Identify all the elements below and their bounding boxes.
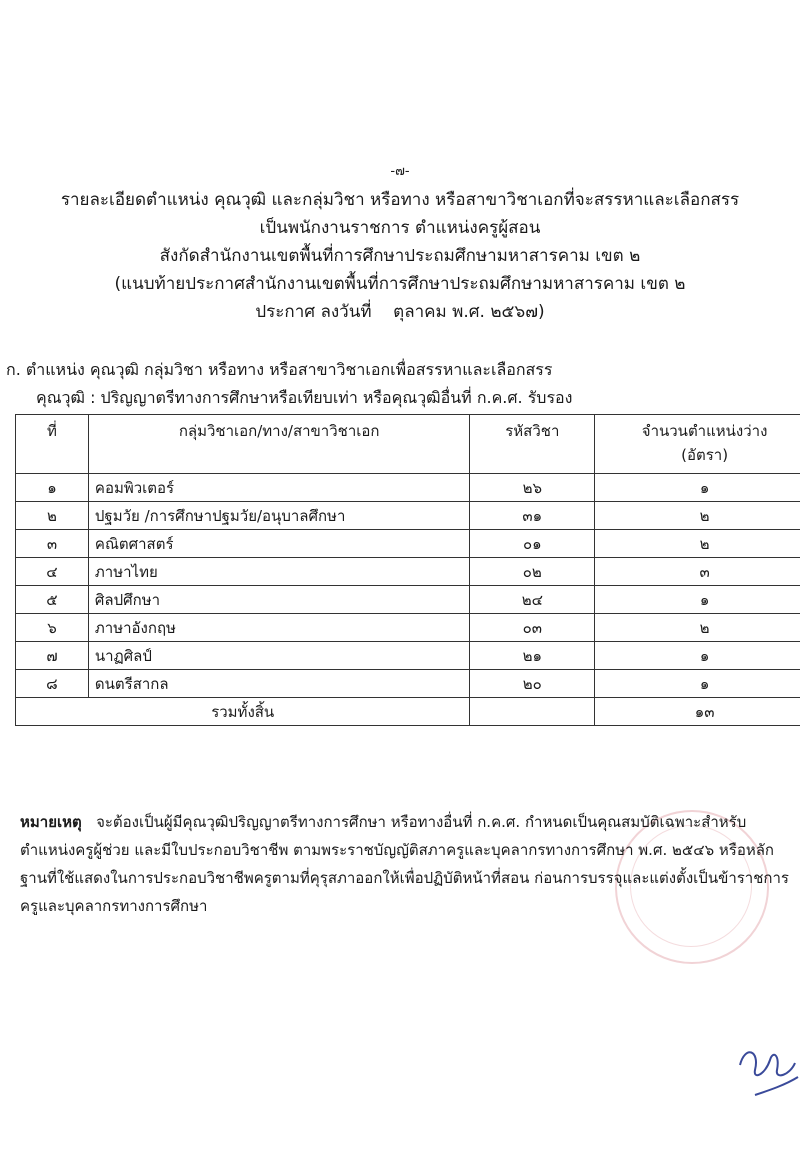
row-vacancies: ๑: [595, 474, 800, 502]
title-line-1: รายละเอียดตำแหน่ง คุณวุฒิ และกลุ่มวิชา หรือทาง หรือสาขาวิชาเอกที่จะสรรหาและเลือกสรร: [60, 190, 740, 210]
table-row: [16, 474, 800, 502]
row-vacancies: ๒: [595, 502, 800, 530]
signature: [735, 1035, 800, 1105]
row-vacancies: ๒: [595, 530, 800, 558]
total-label: รวมทั้งสิ้น: [16, 698, 470, 726]
row-vacancies: ๑: [595, 586, 800, 614]
title-line-4: (แนบท้ายประกาศสำนักงานเขตพื้นที่การศึกษาประถมศึกษามหาสารคาม เขต ๒: [114, 274, 686, 294]
header-vacancies: [595, 415, 800, 474]
table-row: [16, 558, 800, 586]
row-vacancies: ๒: [595, 614, 800, 642]
positions-table: [15, 414, 800, 726]
row-vacancies: ๑: [595, 642, 800, 670]
header-subject: กลุ่มวิชาเอก/ทาง/สาขาวิชาเอก: [88, 415, 469, 474]
note: [20, 808, 790, 920]
row-subject: นาฏศิลป์: [88, 642, 469, 670]
table-row: [16, 586, 800, 614]
title-line-2: เป็นพนักงานราชการ ตำแหน่งครูผู้สอน: [259, 218, 541, 238]
table-row: [16, 530, 800, 558]
row-code: ๒๐: [470, 670, 595, 698]
row-subject: คอมพิวเตอร์: [88, 474, 469, 502]
table-row: [16, 614, 800, 642]
row-code: ๐๑: [470, 530, 595, 558]
row-no: ๑: [16, 474, 89, 502]
row-code: ๒๖: [470, 474, 595, 502]
row-no: ๘: [16, 670, 89, 698]
title-line-5: ประกาศ ลงวันที่ ตุลาคม พ.ศ. ๒๕๖๗): [255, 302, 545, 322]
header-no: ที่: [16, 415, 89, 474]
header-code: รหัสวิชา: [470, 415, 595, 474]
header-vacancies-label: จำนวนตำแหน่งว่าง: [641, 422, 768, 440]
qualification: คุณวุฒิ : ปริญญาตรีทางการศึกษาหรือเทียบเท่า หรือคุณวุฒิอื่นที่ ก.ค.ศ. รับรอง: [36, 388, 573, 407]
table-row: [16, 502, 800, 530]
header-vacancies-unit: (อัตรา): [681, 446, 729, 464]
row-no: ๓: [16, 530, 89, 558]
note-label: หมายเหตุ: [20, 813, 82, 831]
section-heading: ก. ตำแหน่ง คุณวุฒิ กลุ่มวิชา หรือทาง หรือสาขาวิชาเอกเพื่อสรรหาและเลือกสรร: [6, 360, 553, 379]
row-subject: ศิลปศึกษา: [88, 586, 469, 614]
row-subject: ภาษาอังกฤษ: [88, 614, 469, 642]
row-subject: ปฐมวัย /การศึกษาปฐมวัย/อนุบาลศึกษา: [88, 502, 469, 530]
row-code: ๒๑: [470, 642, 595, 670]
table-row: [16, 670, 800, 698]
note-text: จะต้องเป็นผู้มีคุณวุฒิปริญญาตรีทางการศึกษา หรือทางอื่นที่ ก.ค.ศ. กำหนดเป็นคุณสมบัติเฉพาะสำหรับตำแหน่งครูผู้ช่วย และมีใบประกอบวิชาชีพ ตามพระราชบัญญัติสภาครูและบุคลากรทางการศึกษา พ.ศ. ๒๕๔๖ หรือหลักฐานที่ใช้แสดงในการประกอบวิชาชีพครูตามที่คุรุสภาออกให้เพื่อปฏิบัติหน้าที่สอน ก่อนการบรรจุและแต่งตั้งเป็นข้าราชการครูและบุคลากรทางการศึกษา: [20, 813, 789, 915]
page-number: -๗-: [390, 164, 410, 179]
row-code: ๓๑: [470, 502, 595, 530]
row-subject: ดนตรีสากล: [88, 670, 469, 698]
title-line-3: สังกัดสำนักงานเขตพื้นที่การศึกษาประถมศึกษามหาสารคาม เขต ๒: [159, 246, 641, 266]
row-no: ๒: [16, 502, 89, 530]
row-no: ๔: [16, 558, 89, 586]
total-empty: [470, 698, 595, 726]
row-no: ๗: [16, 642, 89, 670]
table-header: [16, 415, 800, 474]
row-code: ๐๓: [470, 614, 595, 642]
row-subject: ภาษาไทย: [88, 558, 469, 586]
row-code: ๐๒: [470, 558, 595, 586]
row-subject: คณิตศาสตร์: [88, 530, 469, 558]
row-vacancies: ๓: [595, 558, 800, 586]
row-vacancies: ๑: [595, 670, 800, 698]
row-code: ๒๔: [470, 586, 595, 614]
table-row: [16, 642, 800, 670]
total-row: [16, 698, 800, 726]
total-value: ๑๓: [595, 698, 800, 726]
row-no: ๕: [16, 586, 89, 614]
row-no: ๖: [16, 614, 89, 642]
